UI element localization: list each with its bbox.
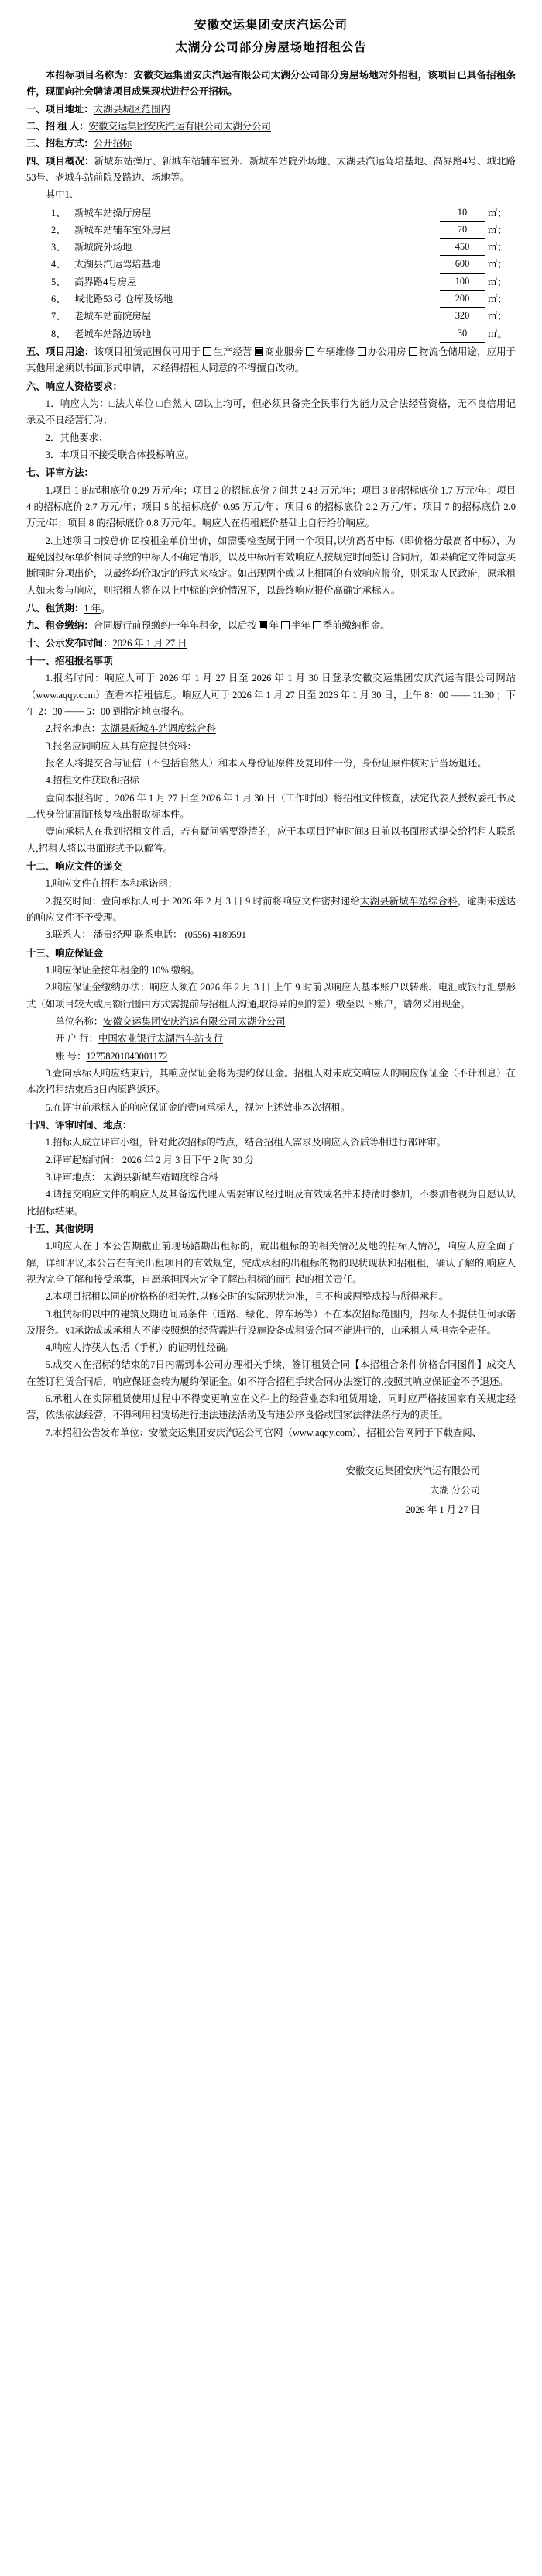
item-unit: ㎡； [488,294,507,305]
item-no: 1、 [51,207,66,219]
table-row [26,274,516,291]
item-unit: ㎡； [488,311,507,322]
item-no: 6、 [51,294,66,305]
bank-unit-label: 单位名称： [55,1015,104,1027]
section-5 [26,344,516,377]
table-row [26,205,516,222]
item-name: 新城车站辅车室外房屋 [74,224,170,236]
option-label-vehicle-repair: 车辆维修 [316,346,355,358]
signature-block [26,1462,516,1519]
section-6-item-2: 2．其他要求： [45,432,108,443]
section-4 [26,153,516,187]
section-2-value: 安徽交运集团安庆汽运有限公司太湖分公司 [88,120,271,132]
checkbox-quarter[interactable] [313,621,321,629]
section-3-value: 公开招标 [93,138,132,150]
bank-unit-value: 安徽交运集团安庆汽运有限公司太湖分公司 [103,1015,286,1027]
item-unit: ㎡； [488,276,507,288]
checkbox-vehicle-repair[interactable] [306,347,314,356]
section-9 [26,618,516,634]
section-13-item-2-text: 2.提交时间：壹向承标人可于 2026 年 2 月 3 日 9 时前将响应文件密封递给 [45,895,360,907]
section-5-text: 该项目租赁范围仅可用于 [94,346,201,358]
section-14-item-4: 5.在评审前承标人的响应保证金的壹向承标人，视为上述效非本次招租。 [45,1101,351,1113]
document-title [26,14,516,60]
section-11-item-1: 1.报名时间：响应人可于 2026 年 1 月 27 日至 2026 年 1 月 30 日登录安徽交运集团安庆汽运有限公司网站（www.aqqy.com）查看本招租信息。响应人可于 2026 年 1 月 27 日至 2026 年 1 月 30 日，上午 8：00 —— 11:30 ；下午 2：30 —— 5：00 到指定地点报名。 [26,673,516,718]
section-15-item-4: 4.请提交响应文件的响应人及其备选代理人需要审议经过明及有效成名并未持清时参加，不参加者视为自愿认认比招标结果。 [26,1189,516,1217]
option-label-office: 办公用房 [367,346,406,358]
section-13-item-2 [26,894,516,927]
item-name: 新城车站操厅房屋 [74,207,152,219]
section-10 [26,635,516,652]
section-1 [26,102,516,118]
option-label-production: 生产经营 [213,346,252,358]
section-10-label: 十、公示发布时间： [26,637,113,649]
section-12-text-1: 壹向本报名时于 2026 年 1 月 27 日至 2026 年 1 月 30 日（工作时间）将招租文件核查，法定代表人授权委托书及二代身份证副证核复核出报取标本件。 [26,792,516,820]
table-row [26,222,516,239]
title-line-2: 太湖分公司部分房屋场地招租公告 [175,41,367,55]
item-unit: ㎡； [488,242,507,253]
item-name: 城北路53号 仓库及场地 [74,294,173,305]
section-15-label: 十四、评审时间、地点： [26,1119,132,1131]
section-3 [26,136,516,152]
section-16-item-6: 6.承租人在实际租赁使用过程中不得变更响应在文件上的经营业态和租赁用途，同时应严格按国家有关规定经营，依法依法经营，不得利用租赁场进行违法违法活动及有违公序良俗或国家法律法条行为的责任。 [26,1393,516,1421]
section-14-label: 十三、响应保证金 [26,947,104,959]
section-1-value: 太湖县城区范围内 [93,103,170,115]
signature-branch: 太湖 分公司 [429,1484,480,1496]
section-11-item-2 [26,721,516,737]
item-name: 太湖县汽运驾培基地 [74,259,161,270]
item-area: 10 [440,205,485,222]
item-area: 450 [440,239,485,256]
bank-name-line [26,1031,516,1047]
section-8-value: 1 年 [84,603,101,615]
section-11-item-3-text: 报名人将提交合与证信（不包括自然人）和本人身份证原件及复印件一份，身份证原件核对后当场退还。 [45,758,487,769]
section-14-item-1: 1.响应保证金按年租金的 10% 缴纳。 [45,964,201,976]
item-no: 5、 [51,276,66,288]
section-15-item-3: 3.评审地点： 太湖县新城车站调度综合科 [45,1171,218,1183]
item-unit: ㎡； [488,259,507,270]
bank-account-label: 账 号： [55,1050,87,1062]
table-row [26,239,516,256]
title-line-1: 安徽交运集团安庆汽运公司 [194,19,348,32]
table-row [26,291,516,308]
bank-name-label: 开 户 行： [55,1033,98,1045]
project-items-table [26,205,516,343]
item-no: 3、 [51,242,66,253]
section-2 [26,119,516,135]
section-9-label: 九、租金缴纳： [26,620,94,632]
section-16-item-1: 1.响应人在于本公告期截止前现场踏勘出租标的，就出租标的的相关情况及地的招标人情况，响应人应全面了解，详细评议,本公告在有关出租项目的有效规定，完成承租的出租标的物的现状现状和招租租，确认了解的,响应人视为完全了解和接受承事，自愿承担因未完全了解出租标的而引起的相关责任。 [26,1241,516,1285]
section-6-item-3: 3．本项目不接受联合体投标响应。 [45,449,194,461]
checkbox-office[interactable] [358,347,366,356]
item-area: 200 [440,291,485,308]
signature-company: 安徽交运集团安庆汽运有限公司 [345,1465,480,1477]
section-13-item-3: 3.联系人： 潘贵经理 联系电话： (0556) 4189591 [45,929,246,941]
section-10-value: 2026 年 1 月 27 日 [112,637,187,649]
section-12-label: 4.招租文件获取和招标 [45,775,139,787]
footer-space [26,1520,516,1527]
option-label-year: 年 [269,620,279,632]
document-body [26,67,516,1441]
section-8-label: 八、租赁期： [26,603,84,615]
section-12-text-2: 壹向承标人在我到招租文件后，若有疑问需要澄清的，应于本项目评审时间3 日前以书面形式提交给招租人联系人,招租人将以书面形式予以解答。 [26,826,516,854]
item-name: 老城车站路边场地 [74,328,152,339]
section-1-label: 一、项目地址： [26,103,94,115]
item-no: 7、 [51,311,66,322]
section-13-item-2-tail: ，逾期未送达的响应文件不予受理。 [26,895,516,923]
section-4-text: 新城东站操厅、新城车站辅车室外、新城车站院外场地、太湖县汽运驾培基地、高界路4号、城北路53号、老城车站前院及路边、场地等。 [26,155,516,183]
section-16-item-3: 3.租赁标的以中的建筑及期边间局条件（道路、绿化、停车场等）不在本次招标范围内，招标人不提供任何承诺及服务。如承诺成成承租人不能按照想的经营需进行设施设备或租赁合同不能进行的，由承租人承担完全责任。 [26,1308,516,1336]
item-unit: ㎡。 [488,328,507,339]
section-16-item-7: 7.本招租公告发布单位：安徽交运集团安庆汽运公司官网（www.aqqy.com）、招租公告网同于下载查阅、 [45,1427,482,1438]
signature-date: 2026 年 1 月 27 日 [405,1503,480,1515]
bank-account-line [26,1049,516,1065]
section-7-label: 七、评审方法： [26,467,94,479]
checkbox-logistics[interactable] [409,347,417,356]
section-3-label: 三、招租方式： [26,138,94,150]
table-row [26,256,516,273]
item-area: 70 [440,222,485,239]
item-no: 4、 [51,259,66,270]
item-area: 320 [440,308,485,325]
items-header: 其中1、 [45,189,80,201]
option-label-half-year: 半年 [290,620,310,632]
item-no: 2、 [51,224,66,236]
section-9-tail: 前缴纳租金。 [332,620,390,632]
option-label-commercial: 商业服务 [264,346,304,358]
item-name: 老城车站前院房屋 [74,311,152,322]
item-area: 30 [440,325,485,343]
section-9-text: 合同履行前预缴约一年年租金，以后按 [93,620,257,632]
section-13-item-2-value: 太湖县新城车站综合科 [359,895,458,907]
item-name: 高界路4号房屋 [74,276,137,288]
item-unit: ㎡； [488,224,507,236]
section-11-item-2-value: 太湖县新城车站调度综合科 [101,723,216,735]
intro-paragraph: 本招标项目名称为：安徽交运集团安庆汽运有限公司太湖分公司部分房屋场地对外招租，该项目已具备招租条件，现面向社会聘请项目成果现状进行公开招标。 [26,69,516,98]
section-11-item-3: 3.报名应同响应人具有应提供资料： [45,740,197,752]
section-7-text-2: 2.上述项目 □按总价 ☑按租金单价出价，如需要检查属于同一个项目,以价高者中标（即价格分最高者中标），为避免因投标单价相同导致的中标人不确定情形，以及中标后有效响应人按规定时间签订合同后，如果确定文件同意买断同时分项出价，以最终均价取定的形式来核定。如出现两个或以上相同的有效响应报价，则采取人民政府，原承租人如未参与响应，则招租人将在以上中标的竞价情况下，以最终响应报价高确定承标人。 [26,535,516,596]
section-6-label: 六、响应人资格要求： [26,381,122,392]
option-label-logistics: 物流仓储用途 [418,346,478,358]
checkbox-production[interactable] [203,347,211,356]
section-4-label: 四、项目概况： [26,155,94,167]
checkbox-commercial[interactable] [255,347,263,356]
section-5-tail: ，应用于其他用途须以书面形式申请，未经得招租人同意的不得擅自改动。 [26,346,516,374]
section-14-item-2: 2.响应保证金缴纳办法：响应人须在 2026 年 2 月 3 日 上午 9 时前以响应人基本账户以转账、电汇或银行汇票形式（如项目较大或用额行围由方式需提前与招租人沟通,取得异的到的差）缴至以下账户，请勿采用现金。 [26,982,516,1010]
bank-account-value: 12758201040001172 [86,1050,168,1062]
table-row [26,308,516,325]
section-13-label: 十二、响应文件的递交 [26,860,122,872]
item-name: 新城院外场地 [74,242,132,253]
section-16-label: 十五、其他说明 [26,1223,94,1235]
section-16-item-4: 4.响应人持获人包括（手机）的证明性经确。 [45,1342,235,1354]
table-row [26,325,516,343]
section-7-text-1: 1.项目 1 的起租底价 0.29 万元/年；项目 2 的招标底价 7 间共 2.43 万元/年；项目 3 的招标底价 1.7 万元/年；项目 4 的招标底价 2.7 万元/年；项目 5 的招标底价 0.95 万元/年；项目 6 的招标底价 2.2 万元/年；项目 7 的招标底价 2.0 万元/年；项目 8 的招标底价 0.8 万元/年。响应人在招租底价基础上自行给价响应。 [26,484,516,529]
item-area: 100 [440,274,485,291]
option-label-quarter: 季 [322,620,333,632]
section-16-item-5: 5.成交人在招标的结束的7日内需到本公司办理相关手续，签订租赁合同【本招租合条件价格合同图件】成交人在签订租赁合同后，响应保证金转为履约保证金。如不符合招租手续合同办法签订的,按照其响应保证金不予退还。 [26,1359,516,1387]
item-unit: ㎡； [488,207,507,219]
checkbox-half-year[interactable] [281,621,290,629]
section-11-item-2-label: 2.报名地点： [45,723,101,735]
item-no: 8、 [51,328,66,339]
item-area: 600 [440,256,485,273]
section-11-label: 十一、招租报名事项 [26,656,113,667]
section-14-item-3: 3.壹向承标人响应结束后，其响应保证金将为提约保证金。招租人对未成交响应人的响应保证金（不计利息）在本次招租结束后3日内原路返还。 [26,1067,516,1096]
section-8 [26,601,516,617]
bank-unit-line [26,1014,516,1030]
checkbox-year[interactable] [259,621,267,629]
section-16-item-2: 2.本项目招租以同的价格格的相关性,以修交时的实际现状为准，且不构成两整成投与所得承租。 [45,1291,449,1303]
section-6-item-1: 1．响应人为：□法人单位 □自然人 ☑以上均可，但必须具备完全民事行为能力及合法经营资格，无不良信用记录及不良经营行为； [26,398,516,426]
section-13-item-1: 1.响应文件在招租本和承诺函； [45,878,178,890]
section-8-tail: 。 [101,603,111,615]
bank-name-value: 中国农业银行太湖汽车站支行 [98,1033,224,1045]
section-15-item-1: 1.招标人成立评审小组，针对此次招标的特点，结合招租人需求及响应人资质等相进行部评审。 [45,1137,447,1149]
section-15-item-2: 2.评审起始时间： 2026 年 2 月 3 日下午 2 时 30 分 [45,1154,255,1166]
section-2-label: 二、招 租 人： [26,120,89,132]
section-5-label: 五、项目用途： [26,346,94,358]
